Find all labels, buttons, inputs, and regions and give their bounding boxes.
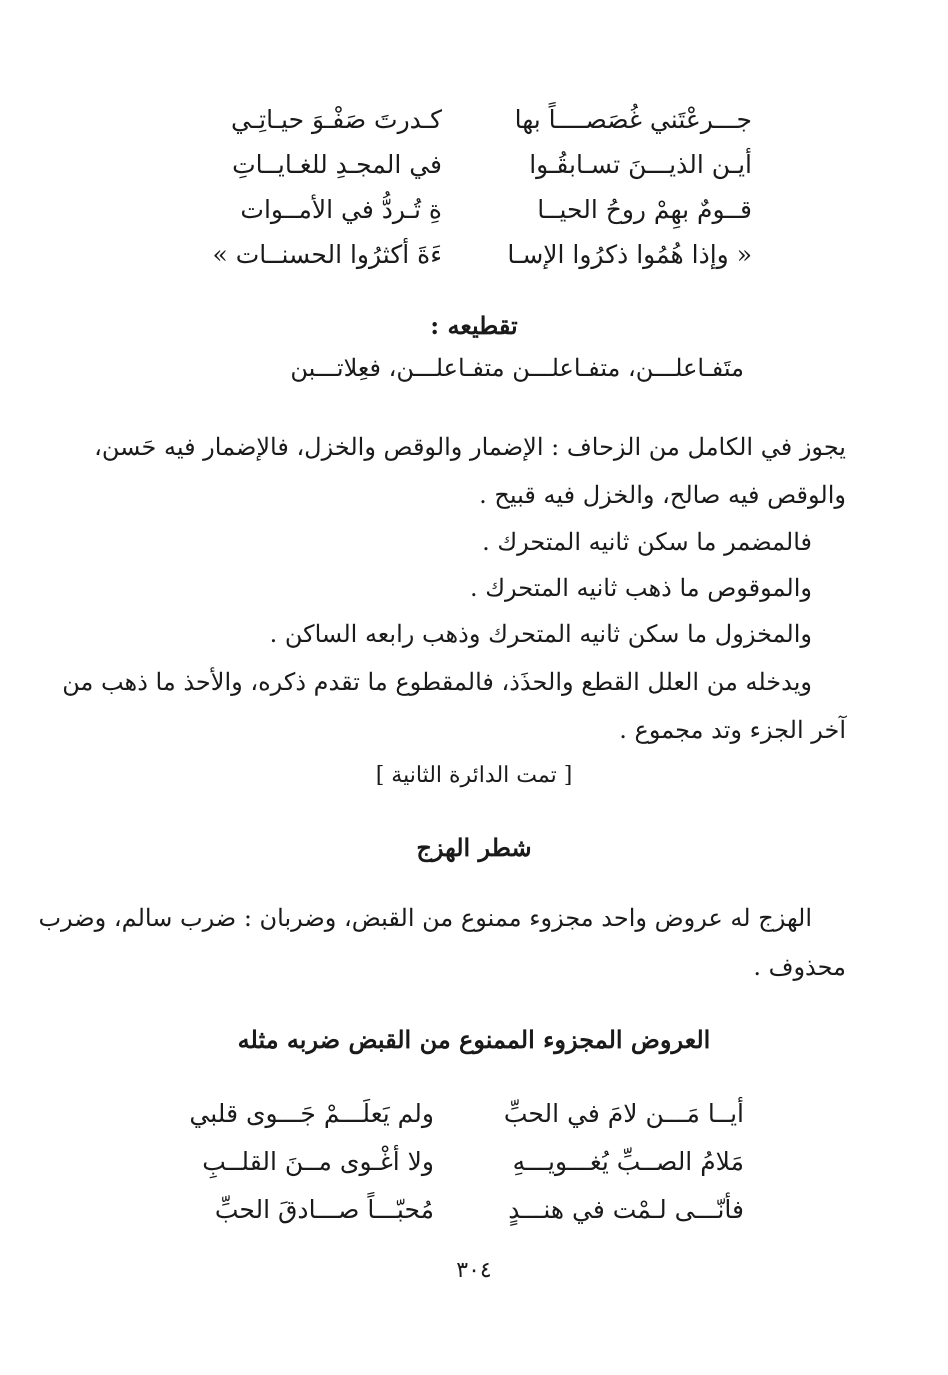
paragraph-line: محذوف . — [753, 953, 846, 981]
verse-second-hemistich: كـدرتَ صَفْـوَ حيـاتِـي — [230, 105, 442, 134]
poem1-verse-4 — [192, 235, 752, 275]
paragraph-line: ويدخله من العلل القطع والحذَذ، فالمقطوع ما تقدم ذكره، والأحذ ما ذهب من — [62, 668, 812, 696]
poem2-verse-3 — [184, 1190, 744, 1230]
poem2-verse-2 — [184, 1142, 744, 1182]
poem1-verse-1 — [192, 100, 752, 140]
paragraph-line: يجوز في الكامل من الزحاف : الإضمار والوقص والخزل، فالإضمار فيه حَسن، — [94, 433, 846, 461]
paragraph-line: آخر الجزء وتد مجموع . — [619, 716, 846, 744]
poem1-verse-3 — [192, 190, 752, 230]
verse-second-hemistich: ةِ تُـردُّ في الأمــوات — [240, 195, 442, 224]
taqti-line: متَفـاعلـــن، متفـاعلـــن متفـاعلـــن، فعِلاتـــبن — [290, 354, 744, 382]
verse-first-hemistich: قــومٌ بهِمْ روحُ الحيــا — [537, 195, 752, 224]
hazaj-subheading: العروض المجزوء الممنوع من القبض ضربه مثله — [237, 1025, 711, 1054]
paragraph-line: الهزج له عروض واحد مجزوء ممنوع من القبض، وضربان : ضرب سالم، وضرب — [38, 904, 812, 932]
verse-first-hemistich: جـــرعْتَني غُصَصــــاً بها — [514, 105, 752, 134]
verse-first-hemistich: « وإذا هُمُوا ذكرُوا الإسـا — [507, 240, 752, 269]
verse-first-hemistich: فأنّـــى لـمْت في هنـــدٍ — [508, 1195, 744, 1224]
verse-first-hemistich: أيــا مَـــن لامَ في الحبِّ — [503, 1099, 744, 1128]
poem2-verse-1 — [184, 1094, 744, 1134]
page-number: ٣٠٤ — [456, 1258, 492, 1283]
paragraph-line: والموقوص ما ذهب ثانيه المتحرك . — [470, 574, 812, 602]
verse-first-hemistich: مَلامُ الصــبِّ يُغـــويـــهِ — [512, 1147, 744, 1176]
verse-second-hemistich: في المجـدِ للغـايــاتِ — [232, 150, 442, 179]
paragraph-line: والمخزول ما سكن ثانيه المتحرك وذهب رابعه الساكن . — [269, 620, 812, 648]
verse-second-hemistich: ولم يَعلَـــمْ جَـــوى قلبي — [189, 1099, 434, 1128]
verse-second-hemistich: ولا أغْـوى مــنَ القلــبِ — [202, 1147, 434, 1176]
verse-second-hemistich: ءَةَ أكثرُوا الحسنــات » — [212, 240, 442, 269]
hazaj-heading: شطر الهزج — [416, 833, 532, 862]
verse-second-hemistich: مُحبّـــاً صـــادقَ الحبِّ — [214, 1195, 434, 1224]
verse-first-hemistich: أيـن الذيـــنَ تسـابقُـوا — [529, 150, 752, 179]
paragraph-line: فالمضمر ما سكن ثانيه المتحرك . — [482, 528, 812, 556]
section-end-note: [ تمت الدائرة الثانية ] — [375, 763, 573, 788]
taqti-heading: تقطيعه : — [430, 311, 518, 340]
poem1-verse-2 — [192, 145, 752, 185]
paragraph-line: والوقص فيه صالح، والخزل فيه قبيح . — [479, 481, 846, 509]
